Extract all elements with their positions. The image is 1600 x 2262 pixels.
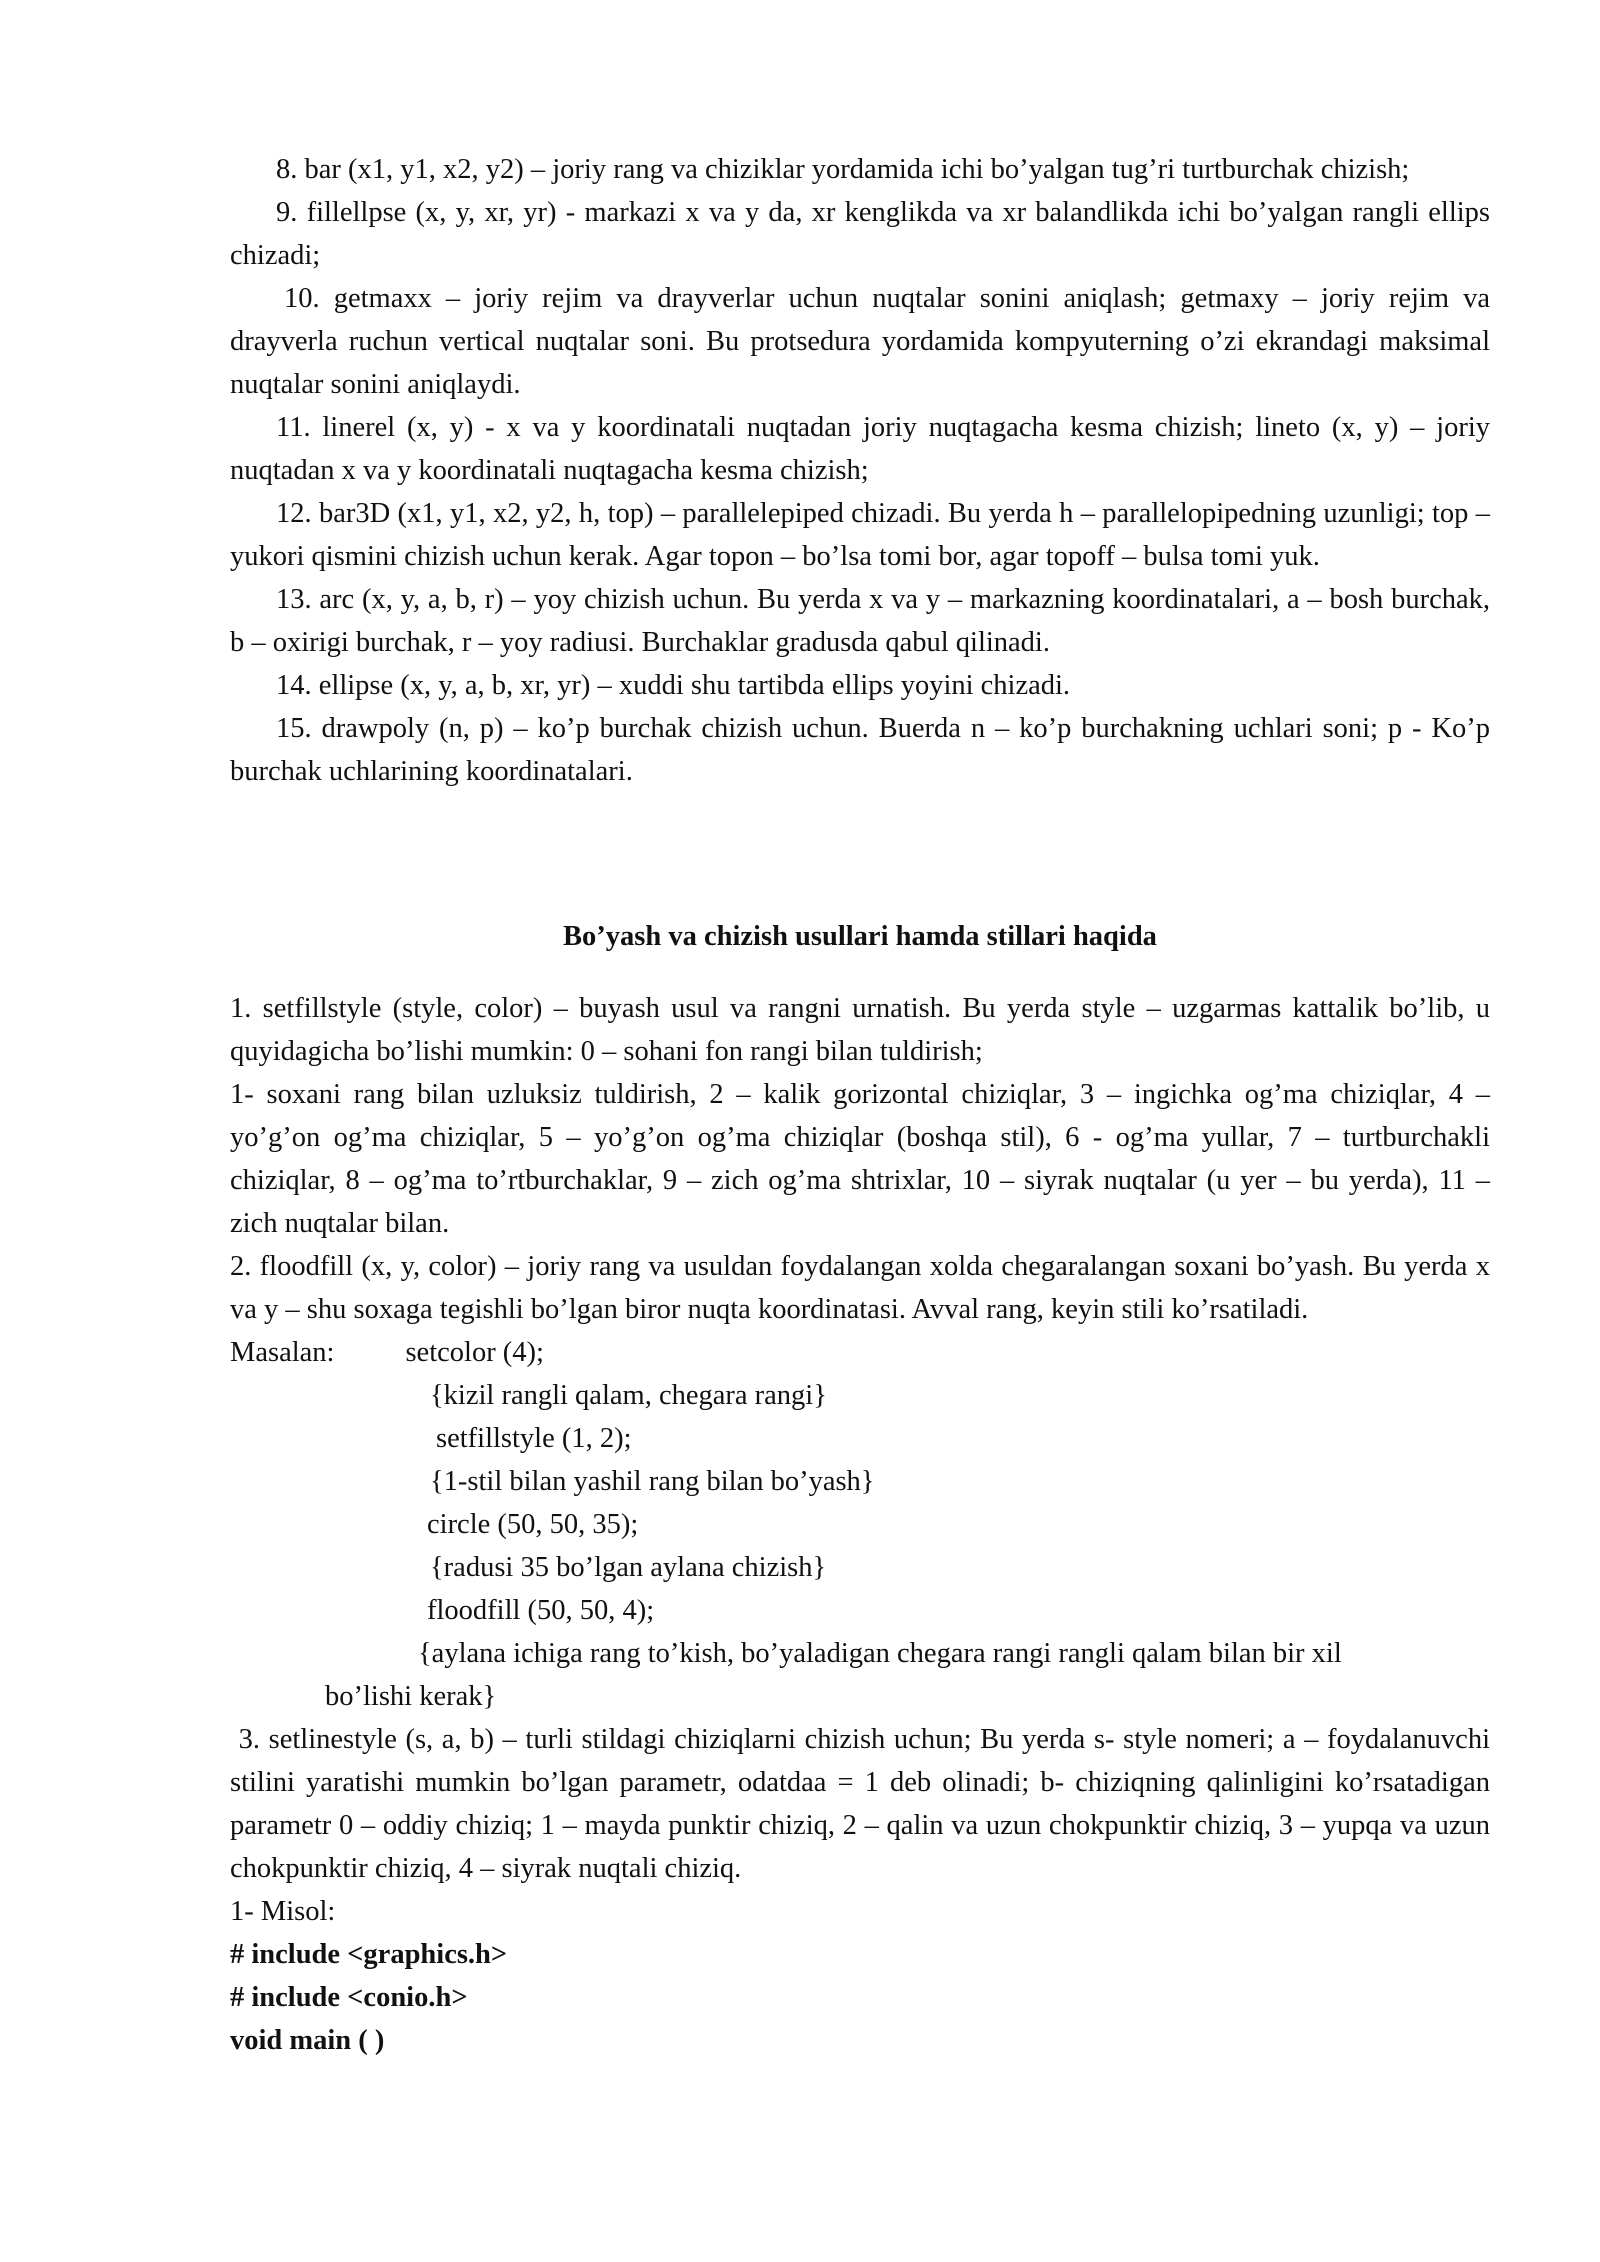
list-item-13: 13. arc (x, y, a, b, r) – yoy chizish uchun. Bu yerda x va y – markazning koordinatalari, a – bosh burchak, b – oxirigi burchak, r – yoy radiusi. Burchaklar gradusda qabul qilinadi. [230, 584, 1490, 658]
list-item-12: 12. bar3D (x1, y1, x2, y2, h, top) – parallelepiped chizadi. Bu yerda h – parallelopipedning uzunligi; top – yukori qismini chizish uchun kerak. Agar topon – bo’lsa tomi bor, agar topoff – bulsa tomi yuk. [230, 498, 1490, 572]
list-item-10: 10. getmaxx – joriy rejim va drayverlar uchun nuqtalar sonini aniqlash; getmaxy – joriy rejim va drayverla ruchun vertical nuqtalar soni. Bu protsedura yordamida kompyuterning o’zi ekrandagi maksimal nuqtalar sonini aniqlaydi. [230, 283, 1490, 400]
example-line: {radusi 35 bo’lgan aylana chizish} [430, 1552, 827, 1583]
function-list [230, 148, 1490, 793]
list-item-11: 11. linerel (x, y) - x va y koordinatali nuqtadan joriy nuqtagacha kesma chizish; lineto (x, y) – joriy nuqtadan x va y koordinatali nuqtagacha kesma chizish; [230, 412, 1490, 486]
example-line: circle (50, 50, 35); [427, 1509, 639, 1540]
example-line: floodfill (50, 50, 4); [427, 1595, 655, 1626]
example-code-line: setcolor (4); [405, 1337, 544, 1368]
example-label: Masalan: [230, 1337, 335, 1368]
list-item-14: 14. ellipse (x, y, a, b, xr, yr) – xuddi shu tartibda ellips yoyini chizadi. [276, 670, 1071, 701]
example-line: {aylana ichiga rang to’kish, bo’yaladigan chegara rangi rangli qalam bilan bir xil [418, 1638, 1342, 1669]
example-block [230, 1331, 1490, 1718]
example-line: {1-stil bilan yashil rang bilan bo’yash} [430, 1466, 875, 1497]
paragraph-fill-styles: 1- soxani rang bilan uzluksiz tuldirish, 2 – kalik gorizontal chiziqlar, 3 – ingichka og’ma chiziqlar, 4 – yo’g’on og’ma chiziqlar, 5 – yo’g’on og’ma chiziqlar (boshqa stil), 6 - og’ma yullar, 7 – turtburchakli chiziqlar, 8 – og’ma to’rtburchaklar, 9 – zich og’ma shtrixlar, 10 – siyrak nuqtalar (u yer – bu yerda), 11 – zich nuqtalar bilan. [230, 1079, 1490, 1239]
code-line: void main ( ) [230, 2025, 385, 2056]
example-heading: 1- Misol: [230, 1896, 336, 1927]
paragraph-setfillstyle: 1. setfillstyle (style, color) – buyash usul va rangni urnatish. Bu yerda style – uzgarmas kattalik bo’lib, u quyidagicha bo’lishi mumkin: 0 – sohani fon rangi bilan tuldirish; [230, 993, 1490, 1067]
section-heading: Bo’yash va chizish usullari hamda stillari haqida [563, 921, 1157, 952]
list-item-15: 15. drawpoly (n, p) – ko’p burchak chizish uchun. Buerda n – ko’p burchakning uchlari soni; p - Ko’p burchak uchlarining koordinatalari. [230, 713, 1490, 787]
example-line: setfillstyle (1, 2); [436, 1423, 632, 1454]
section-body [230, 987, 1498, 2062]
code-line: # include <conio.h> [230, 1982, 468, 2013]
example-line: {kizil rangli qalam, chegara rangi} [430, 1380, 827, 1411]
list-item-8: 8. bar (x1, y1, x2, y2) – joriy rang va chiziklar yordamida ichi bo’yalgan tug’ri turtburchak chizish; [276, 154, 1410, 185]
code-listing [230, 1933, 1490, 2062]
paragraph-setlinestyle: 3. setlinestyle (s, a, b) – turli stildagi chiziqlarni chizish uchun; Bu yerda s- style nomeri; a – foydalanuvchi stilini yaratishi mumkin bo’lgan parametr, odatdaa = 1 deb olinadi; b- chiziqning qalinligini ko’rsatadigan parametr 0 – oddiy chiziq; 1 – mayda punktir chiziq, 2 – qalin va uzun chokpunktir chiziq, 3 – yupqa va uzun chokpunktir chiziq, 4 – siyrak nuqtali chiziq. [230, 1724, 1498, 1884]
list-item-9: 9. fillellpse (x, y, xr, yr) - markazi x va y da, xr kenglikda va xr balandlikda ichi bo’yalgan rangli ellips chizadi; [230, 197, 1490, 271]
example-line: bo’lishi kerak} [325, 1681, 497, 1712]
code-line: # include <graphics.h> [230, 1939, 508, 1970]
example-first-line [230, 1331, 1490, 1374]
paragraph-floodfill: 2. floodfill (x, y, color) – joriy rang va usuldan foydalangan xolda chegaralangan soxani bo’yash. Bu yerda x va y – shu soxaga tegishli bo’lgan biror nuqta koordinatasi. Avval rang, keyin stili ko’rsatiladi. [230, 1251, 1490, 1325]
